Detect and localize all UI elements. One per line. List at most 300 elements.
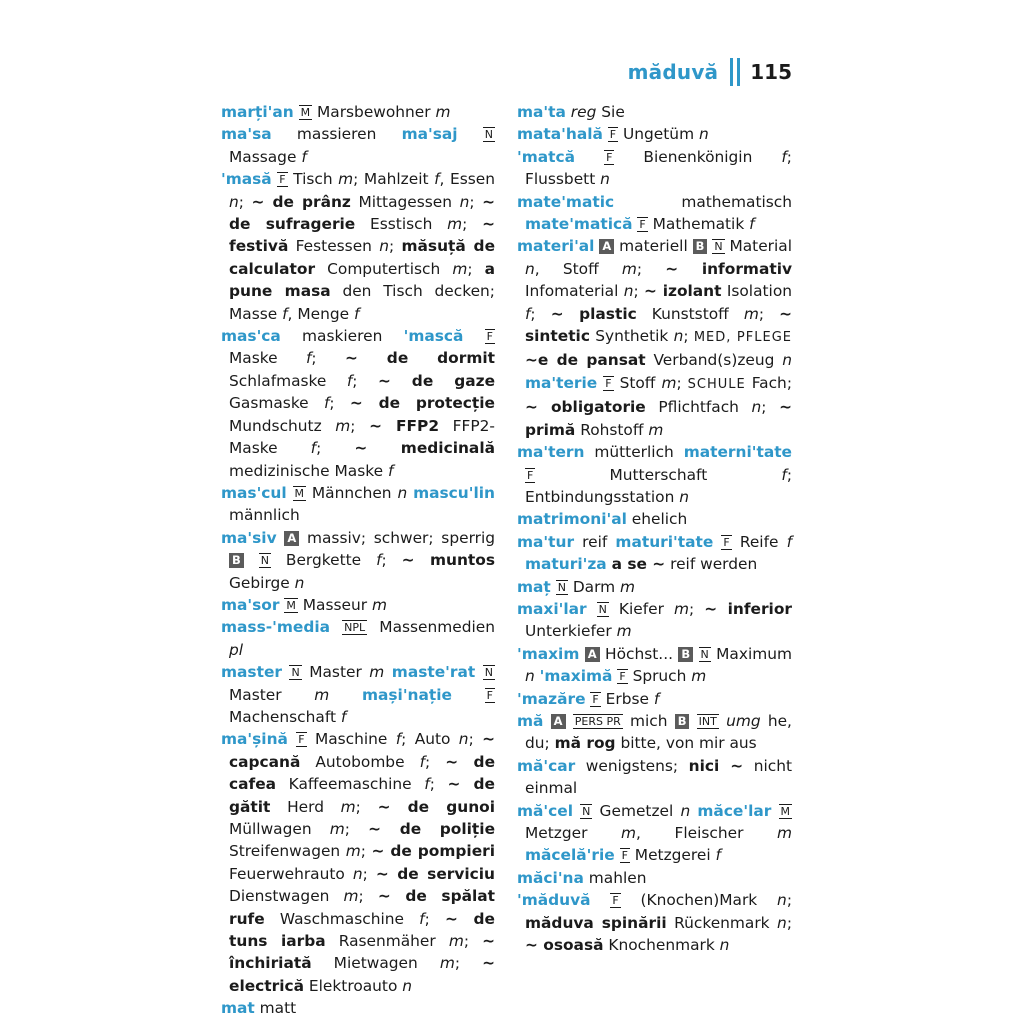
- gender-label: f: [282, 304, 288, 323]
- gender-label: n: [459, 192, 470, 211]
- headword: maturi'tate: [615, 532, 714, 551]
- translation-text: ;: [636, 259, 666, 278]
- gender-label: f: [424, 775, 430, 794]
- translation-text: ;: [352, 371, 378, 390]
- headword: 'maximă: [539, 667, 613, 686]
- translation-text: [573, 802, 580, 820]
- dictionary-entry: [517, 688, 792, 710]
- dictionary-entry: [517, 867, 792, 889]
- headword: mă'cel: [517, 801, 573, 820]
- gender-label: m: [673, 599, 689, 618]
- phrase: ~ osoasă: [525, 936, 604, 955]
- translation-text: Infomaterial: [525, 282, 624, 301]
- gender-label: m: [439, 954, 455, 973]
- translation-text: ;: [429, 775, 448, 794]
- translation-text: wenigstens;: [575, 756, 689, 775]
- phrase: ~ de poliție: [368, 820, 496, 838]
- translation-text: maskieren: [280, 327, 404, 346]
- dictionary-entry: [517, 755, 792, 800]
- translation-text: mich: [622, 711, 675, 730]
- translation-text: Mutterschaft: [535, 465, 782, 484]
- phrase: ~ închiriată: [229, 932, 495, 973]
- gender-label: m: [435, 103, 451, 121]
- gender-label: f: [395, 730, 402, 749]
- gender-label: f: [525, 304, 531, 323]
- gender-label: n: [525, 667, 535, 686]
- headword: măcelă'rie: [525, 846, 615, 865]
- translation-text: mahlen: [583, 868, 647, 887]
- dictionary-entry: [517, 441, 792, 508]
- dictionary-entry: [221, 997, 495, 1019]
- translation-text: , Stoff: [534, 259, 622, 278]
- grammar-tag: N: [557, 580, 566, 594]
- headword: mași'nație: [361, 685, 452, 704]
- translation-text: [566, 712, 573, 730]
- headword: maț: [517, 577, 551, 596]
- headword: master: [221, 663, 282, 682]
- translation-text: Männchen: [306, 483, 398, 502]
- translation-text: [463, 327, 484, 345]
- headword: materi'al: [517, 237, 595, 256]
- gender-label: f: [786, 532, 792, 551]
- translation-text: massieren: [271, 125, 402, 144]
- translation-text: [543, 712, 550, 730]
- translation-text: [329, 686, 362, 704]
- grammar-tag: F: [639, 218, 646, 232]
- translation-text: Dienstwagen: [229, 887, 344, 906]
- headword: 'măduvă: [517, 891, 591, 910]
- translation-text: Gasmaske: [229, 394, 324, 413]
- gender-label: m: [616, 622, 632, 641]
- headword: maturi'za: [525, 555, 607, 574]
- gender-label: m: [691, 667, 707, 686]
- gender-label: n: [525, 259, 535, 278]
- translation-text: ;: [683, 327, 694, 346]
- headword: 'maxim: [517, 644, 580, 663]
- dictionary-entry: [517, 531, 792, 576]
- headword: 'masă: [221, 170, 272, 189]
- sense-marker: B: [693, 239, 708, 254]
- grammar-tag: F: [298, 733, 305, 747]
- sense-marker: A: [284, 531, 299, 546]
- headword: ma'șină: [221, 730, 288, 749]
- translation-text: [591, 891, 611, 909]
- phrase: ~ muntos: [401, 551, 495, 570]
- translation-text: Kaffeemaschine: [276, 775, 425, 794]
- gender-label: reg: [570, 103, 597, 121]
- gender-label: n: [402, 976, 413, 995]
- grammar-tag: F: [592, 692, 599, 706]
- translation-text: nicht einmal: [525, 756, 792, 798]
- gender-label: m: [447, 215, 463, 234]
- gender-label: n: [777, 913, 787, 932]
- grammar-tag: F: [279, 173, 286, 187]
- translation-text: Elektroauto: [304, 976, 403, 995]
- phrase: ~e de pansat: [525, 351, 646, 370]
- translation-text: ehelich: [626, 510, 688, 529]
- gender-label: f: [653, 689, 660, 708]
- phrase: ~ de pompieri: [371, 842, 495, 861]
- dictionary-entry: [517, 643, 792, 688]
- phrase: nici ~: [688, 756, 744, 775]
- translation-text: ;: [329, 394, 350, 413]
- translation-text: Isolation: [721, 282, 792, 301]
- translation-text: (Knochen)Mark: [620, 891, 778, 910]
- translation-text: Streifenwagen: [229, 842, 346, 861]
- headword: mata'hală: [517, 125, 603, 144]
- translation-text: Massenmedien: [367, 618, 495, 637]
- headword: mă'car: [517, 756, 576, 775]
- phrase: a se ~: [611, 555, 666, 574]
- grammar-tag: F: [486, 688, 493, 702]
- translation-text: ;: [688, 599, 705, 618]
- translation-text: [288, 730, 296, 748]
- dictionary-entry: [517, 123, 792, 145]
- headword: măce'lar: [697, 801, 772, 820]
- gender-label: m: [369, 663, 385, 682]
- translation-text: [771, 802, 778, 820]
- grammar-tag: M: [780, 804, 790, 818]
- gender-label: f: [301, 147, 307, 166]
- phrase: ~ primă: [525, 398, 792, 439]
- guide-word: măduvă: [627, 60, 719, 84]
- grammar-tag: INT: [698, 714, 717, 728]
- headword: mate'matic: [517, 192, 615, 211]
- phrase: măsuță de calculator: [229, 237, 496, 278]
- sense-marker: A: [599, 239, 614, 254]
- grammar-tag: N: [582, 804, 591, 818]
- gender-label: m: [621, 259, 637, 278]
- translation-text: Autobombe: [300, 752, 420, 771]
- gender-label: n: [397, 483, 408, 502]
- translation-text: ;: [424, 752, 446, 771]
- phrase: ~ obligatorie: [525, 398, 646, 417]
- grammar-tag: N: [484, 666, 493, 680]
- translation-text: ;: [758, 304, 780, 323]
- phrase: ~ de serviciu: [375, 864, 496, 883]
- translation-text: Müllwagen: [229, 820, 330, 838]
- translation-text: Reife: [731, 532, 787, 551]
- translation-text: ;: [454, 954, 483, 973]
- phrase: ~ capcană: [229, 730, 495, 771]
- translation-text: Computertisch: [315, 259, 453, 278]
- gender-label: f: [419, 752, 425, 771]
- phrase: ~ izolant: [644, 282, 722, 301]
- headword: 'mazăre: [517, 689, 586, 708]
- translation-text: reif werden: [665, 555, 758, 574]
- translation-text: Maske: [229, 349, 306, 368]
- translation-text: ;: [633, 282, 645, 301]
- gender-label: f: [340, 707, 347, 726]
- translation-text: ; Mahlzeit: [353, 170, 435, 189]
- translation-text: Verband(s)zeug: [645, 351, 783, 370]
- translation-text: ;: [344, 820, 369, 838]
- phrase: ~ de gunoi: [377, 797, 496, 816]
- translation-text: Marsbewohner: [312, 103, 436, 121]
- dictionary-entry: [221, 101, 495, 123]
- gender-label: m: [335, 416, 351, 435]
- translation-text: Mietwagen: [311, 954, 440, 973]
- header-divider: [730, 58, 733, 86]
- dictionary-entry: [221, 168, 495, 325]
- gender-label: m: [371, 595, 387, 614]
- grammar-tag: F: [486, 330, 493, 344]
- headword: 'matcă: [517, 147, 576, 166]
- gender-label: f: [781, 147, 787, 166]
- translation-text: ;: [316, 439, 355, 458]
- translation-text: mütterlich: [584, 443, 684, 462]
- gender-label: f: [353, 304, 360, 323]
- dictionary-entry: [221, 661, 495, 728]
- gender-label: m: [343, 887, 359, 906]
- grammar-tag: PERS PR: [574, 714, 621, 728]
- translation-text: ;: [786, 891, 792, 910]
- headword: ma'tur: [517, 532, 575, 551]
- headword: ma'terie: [525, 373, 598, 392]
- headword: mate'matică: [525, 215, 633, 234]
- translation-text: he, du;: [525, 711, 792, 753]
- gender-label: n: [782, 351, 792, 370]
- translation-text: Sie: [596, 103, 625, 121]
- phrase: ~ informativ: [665, 259, 792, 278]
- gender-label: n: [777, 891, 787, 910]
- translation-text: Kiefer: [608, 599, 674, 618]
- translation-text: Metzger: [525, 824, 622, 842]
- page-number: 115: [750, 60, 792, 84]
- translation-text: medizinische Maske: [229, 461, 388, 480]
- headword: mă: [517, 711, 544, 730]
- translation-text: Unterkiefer: [525, 622, 617, 641]
- translation-text: ;: [238, 192, 252, 211]
- translation-text: Festessen: [288, 237, 380, 256]
- gender-label: n: [679, 487, 690, 506]
- dictionary-entry: [517, 508, 792, 530]
- translation-text: ;: [530, 304, 551, 323]
- grammar-tag: F: [723, 535, 730, 549]
- grammar-tag: F: [619, 670, 626, 684]
- translation-text: ; Entbindungsstation: [525, 465, 792, 506]
- gender-label: f: [419, 909, 425, 928]
- headword: mat: [221, 999, 255, 1018]
- gender-label: n: [673, 327, 684, 346]
- headword: ma'ta: [517, 103, 566, 121]
- gender-label: m: [620, 577, 636, 596]
- translation-text: , Fleischer: [636, 824, 777, 842]
- translation-text: materiell: [614, 237, 693, 256]
- phrase: ~ plastic: [550, 304, 637, 323]
- grammar-tag: F: [609, 128, 617, 142]
- phrase: ~ de spălat rufe: [229, 887, 496, 928]
- phrase: ~ de gaze: [377, 371, 496, 390]
- gender-label: m: [743, 304, 759, 323]
- grammar-tag: F: [527, 468, 534, 482]
- dictionary-entry: [517, 101, 792, 123]
- translation-text: ;: [424, 909, 445, 928]
- gender-label: m: [661, 373, 677, 392]
- headword: ma'saj: [401, 125, 458, 144]
- translation-text: Kunststoff: [636, 304, 744, 323]
- headword: mascu'lin: [413, 483, 495, 502]
- translation-text: Synthetik: [589, 327, 674, 346]
- headword: măci'na: [517, 868, 584, 887]
- dictionary-entry: [517, 800, 792, 867]
- translation-text: Feuerwehrauto: [229, 864, 353, 883]
- grammar-tag: F: [621, 849, 628, 863]
- translation-text: den Tisch decken; Masse: [229, 282, 495, 323]
- domain-label: SCHULE: [687, 376, 746, 392]
- left-column: [221, 101, 495, 1020]
- phrase: măduva spinării: [525, 913, 667, 932]
- gender-label: n: [229, 192, 239, 211]
- phrase: ~ de sufragerie: [229, 192, 496, 234]
- translation-text: Schlafmaske: [229, 371, 347, 390]
- translation-text: ;: [467, 259, 485, 278]
- gender-label: n: [698, 125, 709, 144]
- grammar-tag: N: [260, 554, 269, 568]
- headword: marți'an: [221, 103, 294, 121]
- grammar-tag: N: [484, 128, 493, 142]
- translation-text: Knochenmark: [603, 936, 720, 955]
- translation-text: Herd: [270, 797, 341, 816]
- header-divider-second: [737, 58, 740, 86]
- gender-label: f: [387, 461, 394, 480]
- translation-text: Fach;: [745, 373, 793, 392]
- translation-text: ;: [362, 864, 376, 883]
- phrase: ~ sintetic: [525, 304, 792, 346]
- translation-text: matt: [254, 999, 297, 1018]
- translation-text: Master: [301, 663, 370, 682]
- headword: mas'cul: [221, 483, 287, 502]
- gender-label: pl: [229, 640, 244, 659]
- translation-text: [587, 600, 597, 618]
- translation-text: [282, 663, 290, 681]
- dictionary-entry: [517, 889, 792, 956]
- headword: ma'siv: [221, 528, 277, 547]
- translation-text: ;: [350, 416, 370, 435]
- translation-text: Bienenkönigin: [614, 147, 782, 166]
- dictionary-entry: [517, 710, 792, 755]
- translation-text: Höchst...: [599, 644, 679, 663]
- grammar-tag: M: [286, 598, 296, 612]
- translation-text: ;: [761, 398, 780, 417]
- grammar-tag: N: [291, 666, 300, 680]
- phrase: ~ de cafea: [229, 752, 496, 794]
- translation-text: [330, 618, 342, 636]
- gender-label: f: [323, 394, 330, 413]
- translation-text: Stoff: [613, 373, 662, 392]
- gender-label: n: [680, 801, 691, 820]
- sense-marker: A: [585, 647, 600, 662]
- grammar-tag: N: [714, 240, 723, 254]
- translation-text: Erbse: [600, 689, 654, 708]
- gender-label: n: [719, 936, 730, 955]
- translation-text: männlich: [229, 506, 300, 525]
- gender-label: m: [340, 797, 356, 816]
- gender-label: f: [749, 215, 755, 234]
- gender-label: m: [776, 824, 792, 842]
- headword: materni'tate: [683, 443, 792, 462]
- dictionary-entry: [517, 576, 792, 598]
- grammar-tag: F: [606, 150, 613, 164]
- headword: maxi'lar: [517, 599, 587, 618]
- phrase: ~ medicinală: [354, 439, 495, 458]
- translation-text: [719, 712, 726, 730]
- phrase: ~ de gătit: [229, 775, 495, 816]
- sense-marker: B: [675, 714, 690, 729]
- headword: 'mască: [403, 327, 464, 346]
- translation-text: ;: [381, 551, 402, 570]
- phrase: ~ de prânz: [251, 192, 351, 211]
- translation-text: ;: [786, 913, 792, 932]
- headword: ma'tern: [517, 443, 585, 462]
- gender-label: f: [305, 349, 312, 368]
- translation-text: ;: [358, 887, 378, 906]
- translation-text: Waschmaschine: [264, 909, 420, 928]
- translation-text: Ungetüm: [618, 125, 699, 144]
- gender-label: m: [621, 824, 637, 842]
- translation-text: , Menge: [287, 304, 354, 323]
- headword: maste'rat: [391, 663, 476, 682]
- translation-text: Rückenmark: [666, 913, 778, 932]
- translation-text: ; Flussbett: [525, 147, 792, 189]
- translation-text: Mathematik: [647, 215, 750, 234]
- translation-text: ;: [311, 349, 346, 368]
- gender-label: n: [352, 864, 363, 883]
- translation-text: Master: [229, 685, 315, 704]
- gender-label: n: [623, 282, 634, 301]
- headword: mass-'media: [221, 618, 330, 637]
- dictionary-entry: [221, 594, 495, 616]
- sense-marker: B: [678, 647, 693, 662]
- gender-label: m: [338, 170, 354, 189]
- dictionary-entry: [221, 527, 495, 594]
- headword: ma'sor: [221, 595, 280, 614]
- gender-label: m: [329, 820, 345, 838]
- translation-text: Rohstoff: [575, 420, 649, 439]
- dictionary-entry: [517, 235, 792, 441]
- translation-text: Tisch: [287, 170, 339, 189]
- gender-label: m: [448, 932, 464, 951]
- translation-text: Maschine: [306, 730, 396, 749]
- translation-text: Gebirge: [229, 573, 295, 592]
- sense-marker: B: [229, 553, 244, 568]
- gender-label: umg: [726, 711, 761, 730]
- translation-text: ;: [463, 932, 483, 951]
- translation-text: Maximum: [710, 644, 792, 663]
- translation-text: [277, 529, 285, 547]
- dictionary-entry: [517, 191, 792, 236]
- grammar-tag: N: [700, 647, 709, 661]
- gender-label: n: [600, 170, 610, 189]
- gender-label: m: [648, 420, 664, 439]
- translation-text: Bergkette: [270, 551, 377, 570]
- gender-label: n: [379, 237, 389, 256]
- translation-text: Mittagessen: [350, 192, 460, 211]
- translation-text: ;: [462, 215, 483, 234]
- headword: matrimoni'al: [517, 510, 627, 529]
- translation-text: ;: [355, 797, 378, 816]
- translation-text: Metzgerei: [629, 846, 716, 865]
- dictionary-entry: [221, 482, 495, 527]
- translation-text: ;: [389, 237, 402, 256]
- translation-text: [452, 686, 485, 704]
- sense-marker: A: [551, 714, 566, 729]
- phrase: ~ de dormit: [345, 349, 495, 368]
- domain-label: MED, PFLEGE: [693, 330, 792, 346]
- phrase: ~ de protecție: [349, 394, 495, 413]
- translation-text: ;: [676, 373, 688, 392]
- translation-text: Gemetzel: [592, 801, 681, 820]
